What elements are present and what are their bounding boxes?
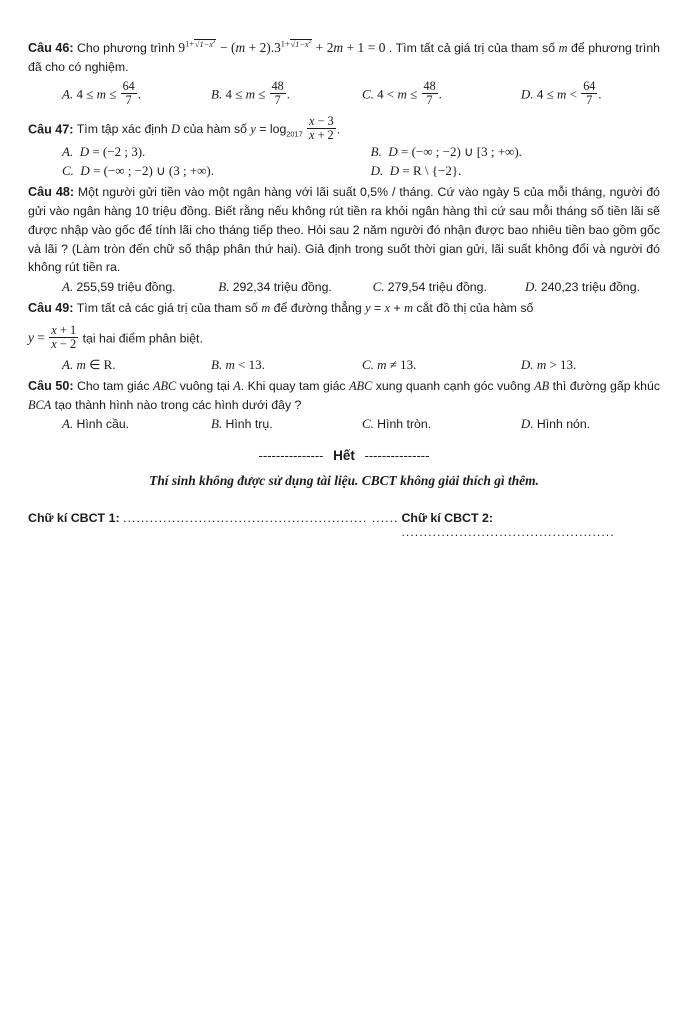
question-49-options [28, 357, 660, 373]
question-47-fraction: $\frac{x - 3}{x + 2}$ [309, 113, 334, 142]
question-46-options [28, 80, 660, 107]
option-49-b[interactable]: B. m < 13. [211, 356, 265, 372]
question-48 [28, 183, 660, 277]
question-49 [28, 299, 660, 318]
question-47-options-row-2 [28, 163, 660, 179]
signature-1 [28, 511, 401, 539]
option-47-a[interactable]: A. D = (−2 ; 3). [62, 144, 146, 160]
question-47: Câu 47: Tìm tập xác định D của hàm số $y = \log_{2017}$ $\frac{x - 3}{x + 2}$ . [28, 113, 341, 142]
option-46-c[interactable]: C. 4 < m ≤ $\frac{48}{7}$ . [361, 78, 442, 107]
signature-2-label: Chữ kí CBCT 2: [401, 511, 494, 526]
exam-note: Thí sinh không được sử dụng tài liệu. CBCT không giải thích gì thêm. [149, 473, 539, 489]
option-50-b[interactable]: B. Hình trụ. [211, 416, 273, 432]
option-48-d[interactable]: D. 240,23 triệu đồng. [524, 279, 640, 295]
option-47-b[interactable]: B. D = (−∞ ; −2) ∪ [3 ; +∞). [370, 144, 522, 160]
signature-2 [401, 511, 660, 539]
option-50-c[interactable]: C. Hình tròn. [361, 416, 432, 432]
end-label: Hết [333, 448, 355, 464]
question-46 [28, 38, 660, 77]
option-47-c[interactable]: C. D = (−∞ ; −2) ∪ (3 ; +∞). [62, 163, 214, 179]
signature-2-dots: ................................................ [401, 525, 615, 540]
dashes-left: --------------- [258, 448, 324, 464]
option-48-c[interactable]: C. 279,54 triệu đồng. [372, 279, 487, 295]
question-50 [28, 377, 660, 415]
question-48-options [28, 279, 660, 295]
signature-1-label: Chữ kí CBCT 1: [28, 511, 120, 526]
option-50-d[interactable]: D. Hình nón. [520, 416, 591, 432]
question-49-prompt-lead: Tìm tất cả các giá trị của tham số m để đường thẳng y = x + m cắt đồ thị của hàm số [76, 301, 534, 316]
option-50-a[interactable]: A. Hình cầu. [62, 416, 130, 432]
question-50-label: Câu 50: [28, 378, 74, 393]
question-50-prompt: Cho tam giác ABC vuông tại A. Khi quay tam giác ABC xung quanh cạnh góc vuông AB thì đường gấp khúc BCA tạo thành hình nào trong các hình dưới đây ? [28, 378, 661, 412]
question-47-label: Câu 47: [28, 122, 74, 137]
option-48-b[interactable]: B. 292,34 triệu đồng. [218, 279, 332, 295]
option-48-a[interactable]: A. 255,59 triệu đồng. [62, 279, 176, 295]
option-49-d[interactable]: D. m > 13. [520, 356, 577, 372]
question-46-equation: $9^{1+√1-x^2} - (m + 2).3^{1+√1-x^2} + 2m + 1 = 0$ [178, 38, 389, 55]
question-48-label: Câu 48: [28, 185, 75, 200]
option-47-d[interactable]: D. D = R \ {−2}. [370, 163, 462, 179]
end-separator [28, 448, 660, 463]
question-47-options-row-1 [28, 144, 660, 160]
question-50-options [28, 416, 660, 432]
question-46-label: Câu 46: [28, 41, 74, 55]
question-46-prompt-lead: Cho phương trình [77, 41, 175, 55]
signature-row [28, 511, 660, 539]
option-46-d[interactable]: D. 4 ≤ m < $\frac{64}{7}$ . [520, 78, 602, 107]
question-48-prompt: Một người gửi tiền vào một ngân hàng với lãi suất 0,5% / tháng. Cứ vào ngày 5 của mỗi tháng, người đó gửi vào ngân hàng 10 triệu đồng. Biết rằng nếu không rút tiền ra khỏi ngân hàng thì cứ sau mỗi tháng số tiền lãi sẽ được nhập vào gốc để tính lãi cho tháng tiếp theo. Hỏi sau 2 năm người đó nhận được bao nhiêu tiền bao gồm gốc và lãi ? (Làm tròn đến chữ số thập phân thứ hai). Giả định trong suốt thời gian gửi, lãi suất không đổi và người đó không rút tiền ra. [28, 185, 661, 275]
question-49-label: Câu 49: [28, 301, 74, 316]
dashes-right: --------------- [364, 448, 430, 464]
signature-1-dots: ....................................................... ...... [123, 511, 399, 526]
option-46-a[interactable]: A. 4 ≤ m ≤ $\frac{64}{7}$ . [62, 78, 141, 107]
question-49-function: y = $\frac{x + 1}{x - 2}$ tại hai điểm phân biệt. [28, 322, 203, 352]
option-49-c[interactable]: C. m ≠ 13. [361, 356, 417, 372]
question-46-prompt-tail: . Tìm tất cả giá trị của tham số m để phương trình đã cho có nghiệm. [28, 41, 661, 74]
question-47-prompt: Tìm tập xác định D của hàm số $y = \log_{2017}$ [76, 122, 303, 139]
option-49-a[interactable]: A. m ∈ R. [62, 356, 116, 372]
option-46-b[interactable]: B. 4 ≤ m ≤ $\frac{48}{7}$ . [211, 78, 290, 107]
